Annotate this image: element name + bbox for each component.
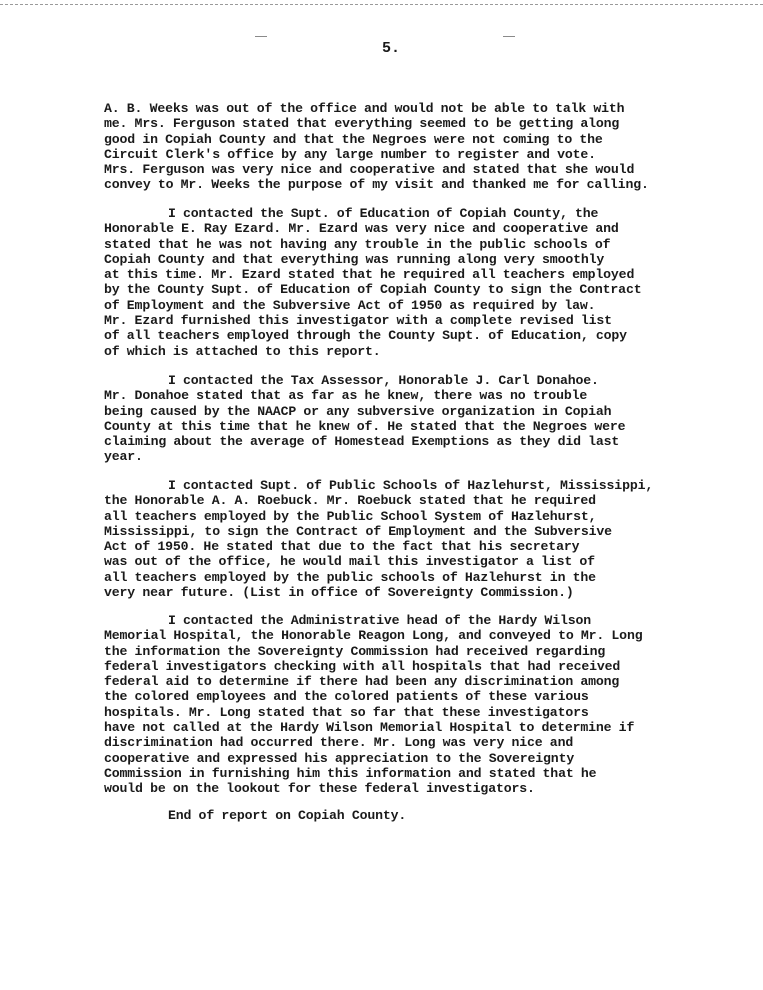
text-line: I contacted the Supt. of Education of Copiah County, the [168, 206, 599, 221]
text-line: all teachers employed by the Public School System of Hazlehurst, [104, 508, 597, 524]
text-line: of Employment and the Subversive Act of 1950 as required by law. [104, 297, 596, 313]
text-line: Mr. Ezard furnished this investigator with a complete revised list [104, 313, 612, 329]
text-line: Honorable E. Ray Ezard. Mr. Ezard was very nice and cooperative and [104, 221, 619, 237]
page-number: 5. [382, 40, 401, 57]
header-mark-left [255, 36, 267, 37]
paragraph-hospital [104, 613, 744, 797]
text-line: Mr. Donahoe stated that as far as he knew, there was no trouble [104, 388, 588, 404]
text-line: County at this time that he knew of. He stated that the Negroes were [104, 418, 626, 434]
text-line: I contacted Supt. of Public Schools of Hazlehurst, Mississippi, [168, 478, 654, 493]
text-line: hospitals. Mr. Long stated that so far that these investigators [104, 704, 589, 720]
header-mark-right [503, 36, 515, 37]
text-line: Mississippi, to sign the Contract of Employment and the Subversive [104, 523, 612, 539]
paragraph-supt-education [104, 206, 744, 359]
text-line: Mrs. Ferguson was very nice and cooperative and stated that she would [104, 162, 635, 178]
text-line: by the County Supt. of Education of Copiah County to sign the Contract [104, 282, 642, 298]
scan-top-edge [0, 4, 763, 5]
closing-line [104, 808, 744, 823]
text-line: I contacted the Administrative head of the Hardy Wilson [168, 613, 592, 628]
text-line: Memorial Hospital, the Honorable Reagon Long, and conveyed to Mr. Long [104, 628, 643, 644]
paragraph-tax-assessor [104, 373, 744, 465]
text-line: federal aid to determine if there had been any discrimination among [104, 674, 620, 690]
paragraph-hazlehurst-schools [104, 478, 744, 600]
text-line: me. Mrs. Ferguson stated that everything seemed to be getting along [104, 116, 620, 132]
text-line: being caused by the NAACP or any subversive organization in Copiah [104, 403, 612, 419]
text-line: of all teachers employed through the County Supt. of Education, copy [104, 328, 627, 344]
text-line: End of report on Copiah County. [168, 808, 407, 823]
text-line: of which is attached to this report. [104, 343, 381, 359]
text-line: have not called at the Hardy Wilson Memorial Hospital to determine if [104, 720, 635, 736]
text-line: very near future. (List in office of Sovereignty Commission.) [104, 585, 574, 601]
text-line: Circuit Clerk's office by any large number to register and vote. [104, 146, 596, 162]
text-line: A. B. Weeks was out of the office and would not be able to talk with [104, 101, 625, 116]
text-line: the colored employees and the colored patients of these various [104, 689, 589, 705]
text-line: Copiah County and that everything was running along very smoothly [104, 251, 605, 267]
text-line: good in Copiah County and that the Negroes were not coming to the [104, 131, 603, 147]
text-line: federal investigators checking with all hospitals that had received [104, 658, 621, 674]
text-line: convey to Mr. Weeks the purpose of my visit and thanked me for calling. [104, 177, 649, 193]
text-line: claiming about the average of Homestead Exemptions as they did last [104, 434, 620, 450]
text-line: would be on the lookout for these federal investigators. [104, 781, 535, 797]
text-line: cooperative and expressed his appreciation to the Sovereignty [104, 750, 575, 766]
text-line: I contacted the Tax Assessor, Honorable J. Carl Donahoe. [168, 373, 599, 388]
text-line: Commission in furnishing him this information and stated that he [104, 765, 597, 781]
text-line: was out of the office, he would mail this investigator a list of [104, 554, 595, 570]
text-line: all teachers employed by the public schools of Hazlehurst in the [104, 569, 596, 585]
text-line: Act of 1950. He stated that due to the fact that his secretary [104, 539, 580, 555]
text-line: at this time. Mr. Ezard stated that he required all teachers employed [104, 267, 635, 283]
text-line: year. [104, 449, 143, 465]
text-line: the information the Sovereignty Commission had received regarding [104, 643, 606, 659]
paragraph-weeks-ferguson [104, 101, 744, 193]
text-line: the Honorable A. A. Roebuck. Mr. Roebuck stated that he required [104, 493, 596, 509]
text-line: discrimination had occurred there. Mr. Long was very nice and [104, 735, 574, 751]
text-line: stated that he was not having any trouble in the public schools of [104, 236, 611, 252]
